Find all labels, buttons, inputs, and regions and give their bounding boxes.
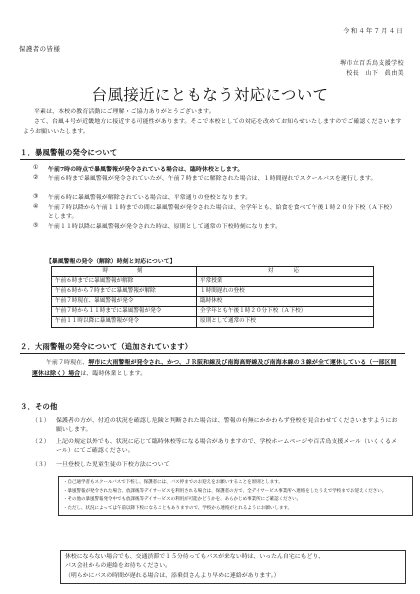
warning-response-table [51, 266, 374, 328]
table-row [52, 307, 374, 317]
principal-name: 校長 山下 眞由美 [346, 70, 404, 77]
section-heading-other: ３．その他 [20, 402, 58, 411]
table-row [52, 317, 374, 327]
item-number: ② [33, 175, 39, 181]
rain-condition: 堺市に大雨警報が発令され、かつ、ＪＲ阪和線及び南海高野線及び南海本線の３線が全て運休している（一部区間運休は除く）場合 [32, 359, 397, 377]
dismissal-rule: ・その他の暴風警報発令中でも放課後等デイサービスの利用が可能かどうかを、あらかじめ事業所にご確認ください。 [63, 497, 302, 503]
column-header-response: 対 応 [197, 267, 374, 277]
rain-prefix: 午前７時現在、 [46, 360, 89, 366]
dismissal-rule: ・ただし、状況によっては午前以降下校になることもありますので、学校から連絡がとれるようにお願いします。 [63, 505, 293, 511]
item-number: （２） [32, 439, 50, 445]
table-cell: 原則として通常の下校 [197, 317, 374, 327]
table-cell: 午前７時から１１時までに暴風警報が発令 [52, 307, 197, 317]
bus-notice-box [60, 550, 406, 584]
rain-suffix: は、臨時休業とします。 [80, 370, 147, 377]
warning-rule-1: 午前7時の時点で暴風警報が発令されている場合は、臨時休校とします。 [48, 166, 244, 173]
table-cell: 午前６時から７時までに暴風警報が解除 [52, 287, 197, 297]
item-number: （３） [32, 462, 50, 468]
warning-rule-3: 午前６時に暴風警報が解除されている場合は、平常通りの登校となります。 [48, 195, 252, 201]
notice-line: （明らかにバスの時間が遅れる場合は、添乗員さんより早めに連絡があります。） [65, 572, 280, 579]
warning-rule-5: 午前１１時以降に暴風警報が発令された時は、原則として通常の下校時刻になります。 [48, 224, 282, 230]
table-cell: 全学年とも午後１時２０分下校（Ａ下校） [197, 307, 374, 317]
recipient: 保護者の皆様 [19, 45, 61, 53]
school-name: 堺市立百舌鳥支援学校 [339, 60, 404, 67]
table-row [52, 277, 374, 287]
table-header-row [52, 267, 374, 277]
document-title: 台風接近にともなう対応について [91, 86, 329, 104]
table-cell: 午前７時現在、暴風警報が発令 [52, 297, 197, 307]
section-heading-warning: １．暴風警報の発令について [20, 148, 118, 157]
other-rule-3: 一旦登校した児童生徒の下校方法について [56, 462, 170, 468]
table-cell: １時間遅れの登校 [197, 287, 374, 297]
item-number: ⑤ [33, 223, 39, 229]
table-cell: 臨時休校 [197, 297, 374, 307]
section-divider [20, 353, 405, 354]
dismissal-rules-box [58, 476, 413, 516]
table-row [52, 287, 374, 297]
intro-paragraph-1: 平素は、本校の教育活動にご理解・ご協力ありがとうございます。 [34, 109, 215, 115]
table-cell: 午前１１時以降に暴風警報が発令 [52, 317, 197, 327]
column-header-time: 時 刻 [52, 267, 197, 277]
item-number: （１） [32, 418, 50, 424]
table-cell: 平常授業 [197, 277, 374, 287]
document-date: 令和４年７月４日 [343, 28, 404, 35]
warning-rule-2: 午前６時まで暴風警報が発令されていたが、午前７時までに解除された場合は、１時間遅れでスクールバスを運行します。 [48, 176, 377, 182]
item-number: ① [33, 165, 39, 171]
table-row [52, 297, 374, 307]
other-rule-1: 保護者の方が、付近の状況を確認し危険と判断された場合は、警報の有無にかかわらず登校を見合わせてくださいますようにお願いします。 [56, 418, 398, 434]
table-cell: 午前６時までに暴風警報が解除 [52, 277, 197, 287]
section-divider [20, 159, 405, 160]
heavy-rain-rule [32, 358, 402, 379]
dismissal-rule: ・自己通学者もスクールバスで下校し、保護者には、バス停までのお迎えをお願いすることを原則とします。 [63, 480, 283, 485]
other-rule-2: 上記の規定以外でも、状況に応じて臨時休校等になる場合がありますので、学校ホームページや百舌鳥支援メール（いくくるメール）にてご確認ください。 [56, 439, 398, 455]
section-heading-heavy-rain: ２．大雨警報の発令について（追加されています） [20, 342, 193, 351]
intro-paragraph-2: さて、台風４号が近畿地方に接近する可能性があります。そこで本校としての対応を改めてお知らせいたしますのでご確認くださいますようお願いいたします。 [23, 119, 402, 135]
warning-rule-4: 午前７時以降から午前１１時までの間に暴風警報が発令された場合は、全学年とも、給食を食べて午後１時２０分下校（Ａ下校）とします。 [48, 205, 396, 221]
dismissal-rule: ・暴風警報が発令された場合、放課後等デイサービスを利用される場合は、保護者の方で、全デイサービス事業所へ連絡をしたうえで学校までお迎えください。 [63, 488, 387, 494]
item-number: ④ [33, 204, 39, 210]
notice-line: バス会社からの連絡をお待ちください。 [65, 563, 172, 570]
item-number: ③ [33, 194, 39, 200]
table-caption: 【暴風警報の発令（解除）時刻と対応について】 [46, 258, 176, 265]
notice-line: 休校にならない場合でも、交通渋滞で１５分待ってもバスが来ない時は、いったん自宅にもどり、 [65, 554, 325, 560]
